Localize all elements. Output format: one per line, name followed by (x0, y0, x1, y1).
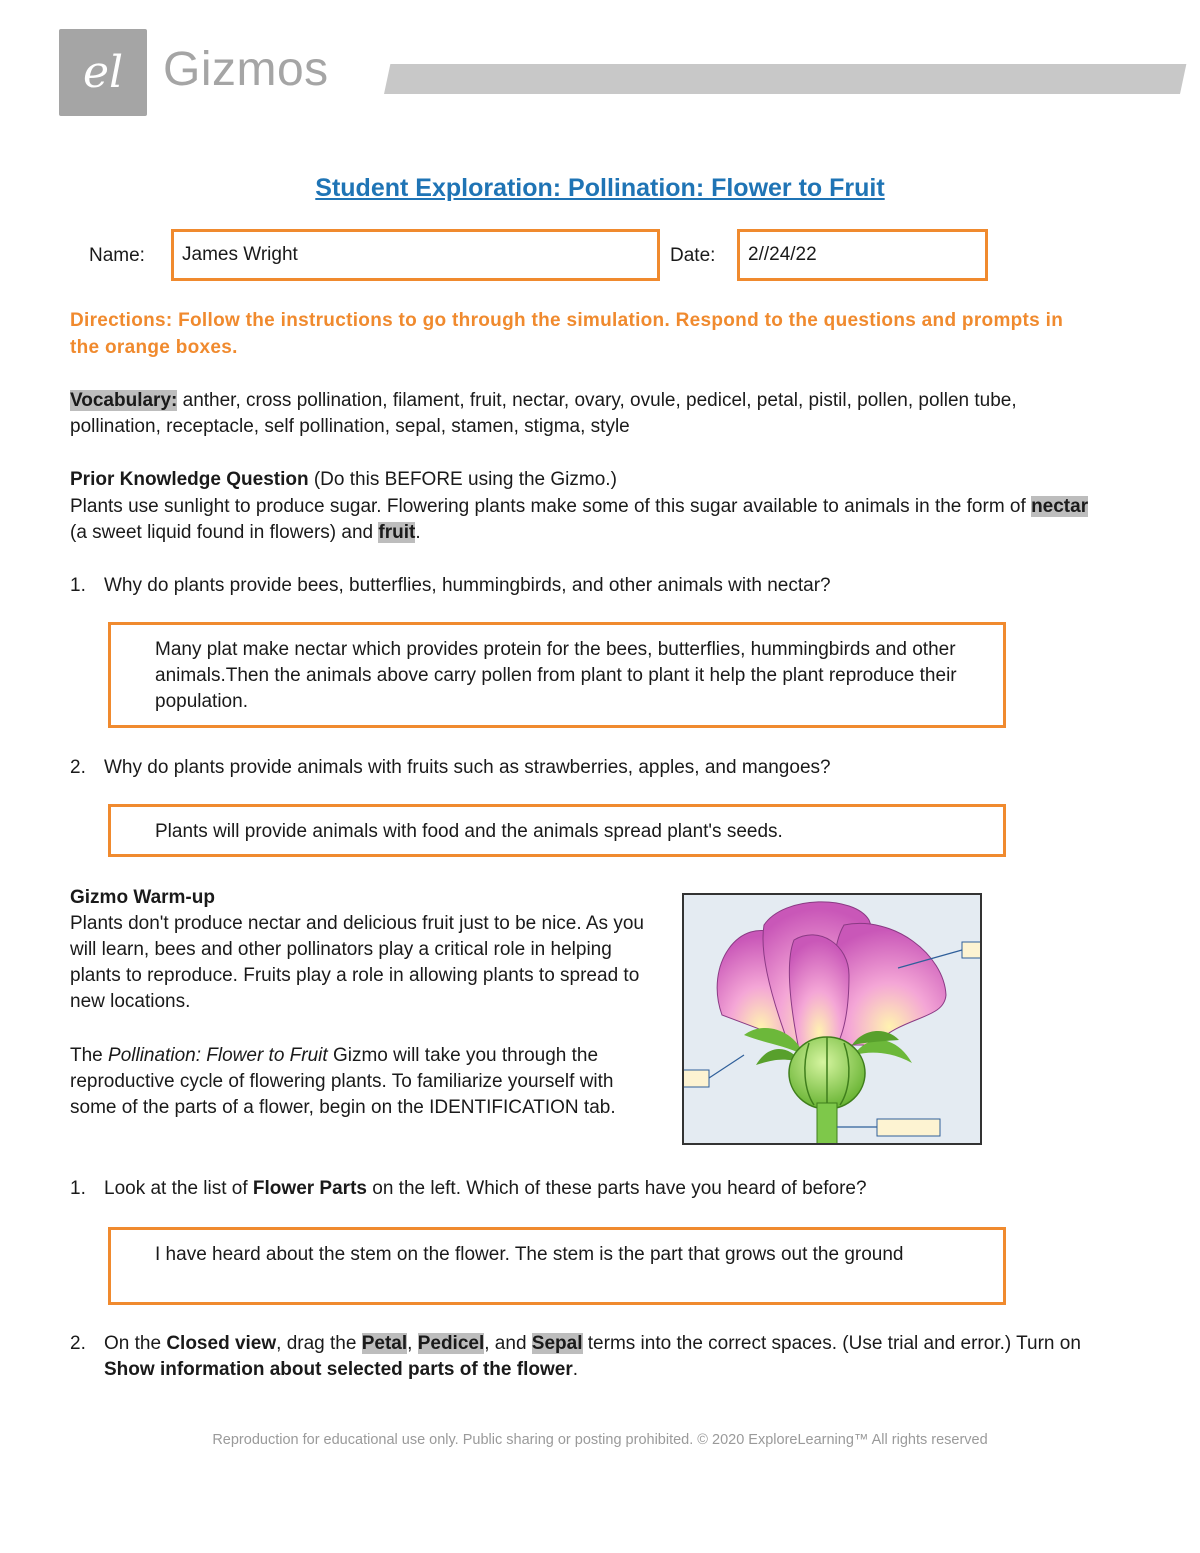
warmup-heading: Gizmo Warm-up (70, 887, 215, 908)
prior-question-1 (70, 573, 1100, 599)
warmup-paragraph-1: Plants don't produce nectar and delicious fruit just to be nice. As you will learn, bees and other pollinators play a critical role in helping plants to reproduce. Fruits play a role in allowing plants to spread to new locations. (70, 913, 644, 1012)
term-nectar: nectar (1031, 496, 1089, 517)
prior-heading-note: (Do this BEFORE using the Gizmo.) (308, 469, 617, 490)
q2-closed-view: Closed view (166, 1333, 277, 1354)
name-label: Name: (89, 245, 145, 266)
flower-illustration (684, 895, 980, 1143)
logo-mark: el (82, 47, 124, 98)
term-fruit: fruit (378, 522, 416, 543)
label-box-sepal (684, 1070, 709, 1087)
answer-box-warmup-1[interactable]: I have heard about the stem on the flower. The stem is the part that grows out the ground (108, 1227, 1006, 1305)
petal-front (789, 935, 849, 1050)
pedicel (817, 1103, 837, 1143)
vocabulary-label: Vocabulary: (70, 390, 178, 411)
page-title: Student Exploration: Pollination: Flower to Fruit (315, 174, 885, 202)
flower-diagram (682, 893, 982, 1145)
label-box-petal (962, 942, 980, 958)
date-label: Date: (670, 245, 716, 266)
answer-box-prior-1[interactable]: Many plat make nectar which provides protein for the bees, butterflies, hummingbirds and other animals.Then the animals above carry pollen from plant to plant it help the plant reproduce their population. (108, 622, 1006, 728)
warmup-question-1 (70, 1176, 1100, 1202)
question-number: 2. (70, 1333, 86, 1354)
q2-text-d: , and (484, 1333, 532, 1354)
q1-bold: Flower Parts (252, 1178, 367, 1199)
para2-text-b: Gizmo will take you through the reproductive cycle of flowering plants. To familiarize yourself with some of the parts of a flower, begin on the IDENTIFICATION tab. (70, 1045, 616, 1118)
question-text: Why do plants provide animals with fruits such as strawberries, apples, and mangoes? (104, 757, 831, 778)
q2-text-a: On the (104, 1333, 167, 1354)
q2-show-info: Show information about selected parts of the flower (104, 1359, 573, 1380)
prior-heading-text: Prior Knowledge Question (70, 469, 309, 490)
question-number: 2. (70, 757, 86, 778)
term-pedicel: Pedicel (417, 1333, 485, 1354)
answer-box-prior-2[interactable]: Plants will provide animals with food and the animals spread plant's seeds. (108, 804, 1006, 857)
label-box-pedicel (877, 1119, 940, 1136)
header-bar (384, 64, 1186, 94)
petal-right (833, 923, 946, 1045)
q1-text-a: Look at the list of (104, 1178, 253, 1199)
question-number: 1. (70, 1178, 86, 1199)
footer-copyright: Reproduction for educational use only. Public sharing or posting prohibited. © 2020 ExploreLearning™ All rights reserved (212, 1432, 988, 1448)
warmup-question-2 (70, 1331, 1100, 1383)
vocabulary-terms: anther, cross pollination, filament, fruit, nectar, ovary, ovule, pedicel, petal, pistil, pollen, pollen tube, pollination, receptacle, self pollination, sepal, stamen, stigma, style (70, 390, 1017, 437)
logo (59, 29, 147, 116)
term-sepal: Sepal (531, 1333, 583, 1354)
q1-text-b: on the left. Which of these parts have you heard of before? (366, 1178, 867, 1199)
q2-text-e: terms into the correct spaces. (Use trial and error.) Turn on (582, 1333, 1081, 1354)
para2-italic: Pollination: Flower to Fruit (108, 1045, 328, 1066)
vocabulary (70, 388, 1100, 440)
name-field[interactable]: James Wright (171, 229, 660, 281)
q2-text-f: . (572, 1359, 578, 1380)
prior-question-2 (70, 755, 1100, 781)
q2-text-b: , drag the (276, 1333, 362, 1354)
para2-text-a: The (70, 1045, 109, 1066)
prior-text-a: Plants use sunlight to produce sugar. Flowering plants make some of this sugar available to animals in the form of (70, 496, 1032, 517)
warmup-paragraph-2 (70, 1043, 650, 1121)
prior-text-b: (a sweet liquid found in flowers) and (70, 522, 379, 543)
prior-knowledge-heading (70, 467, 1100, 493)
term-petal: Petal (361, 1333, 408, 1354)
date-field[interactable]: 2//24/22 (737, 229, 988, 281)
question-number: 1. (70, 575, 86, 596)
directions: Directions: Follow the instructions to go through the simulation. Respond to the questions and prompts in the orange boxes. (70, 310, 1064, 358)
brand-name: Gizmos (163, 43, 329, 96)
q2-text-c: , (407, 1333, 418, 1354)
prior-knowledge-text (70, 494, 1100, 546)
question-text: Why do plants provide bees, butterflies, hummingbirds, and other animals with nectar? (104, 575, 831, 596)
prior-text-c: . (415, 522, 421, 543)
